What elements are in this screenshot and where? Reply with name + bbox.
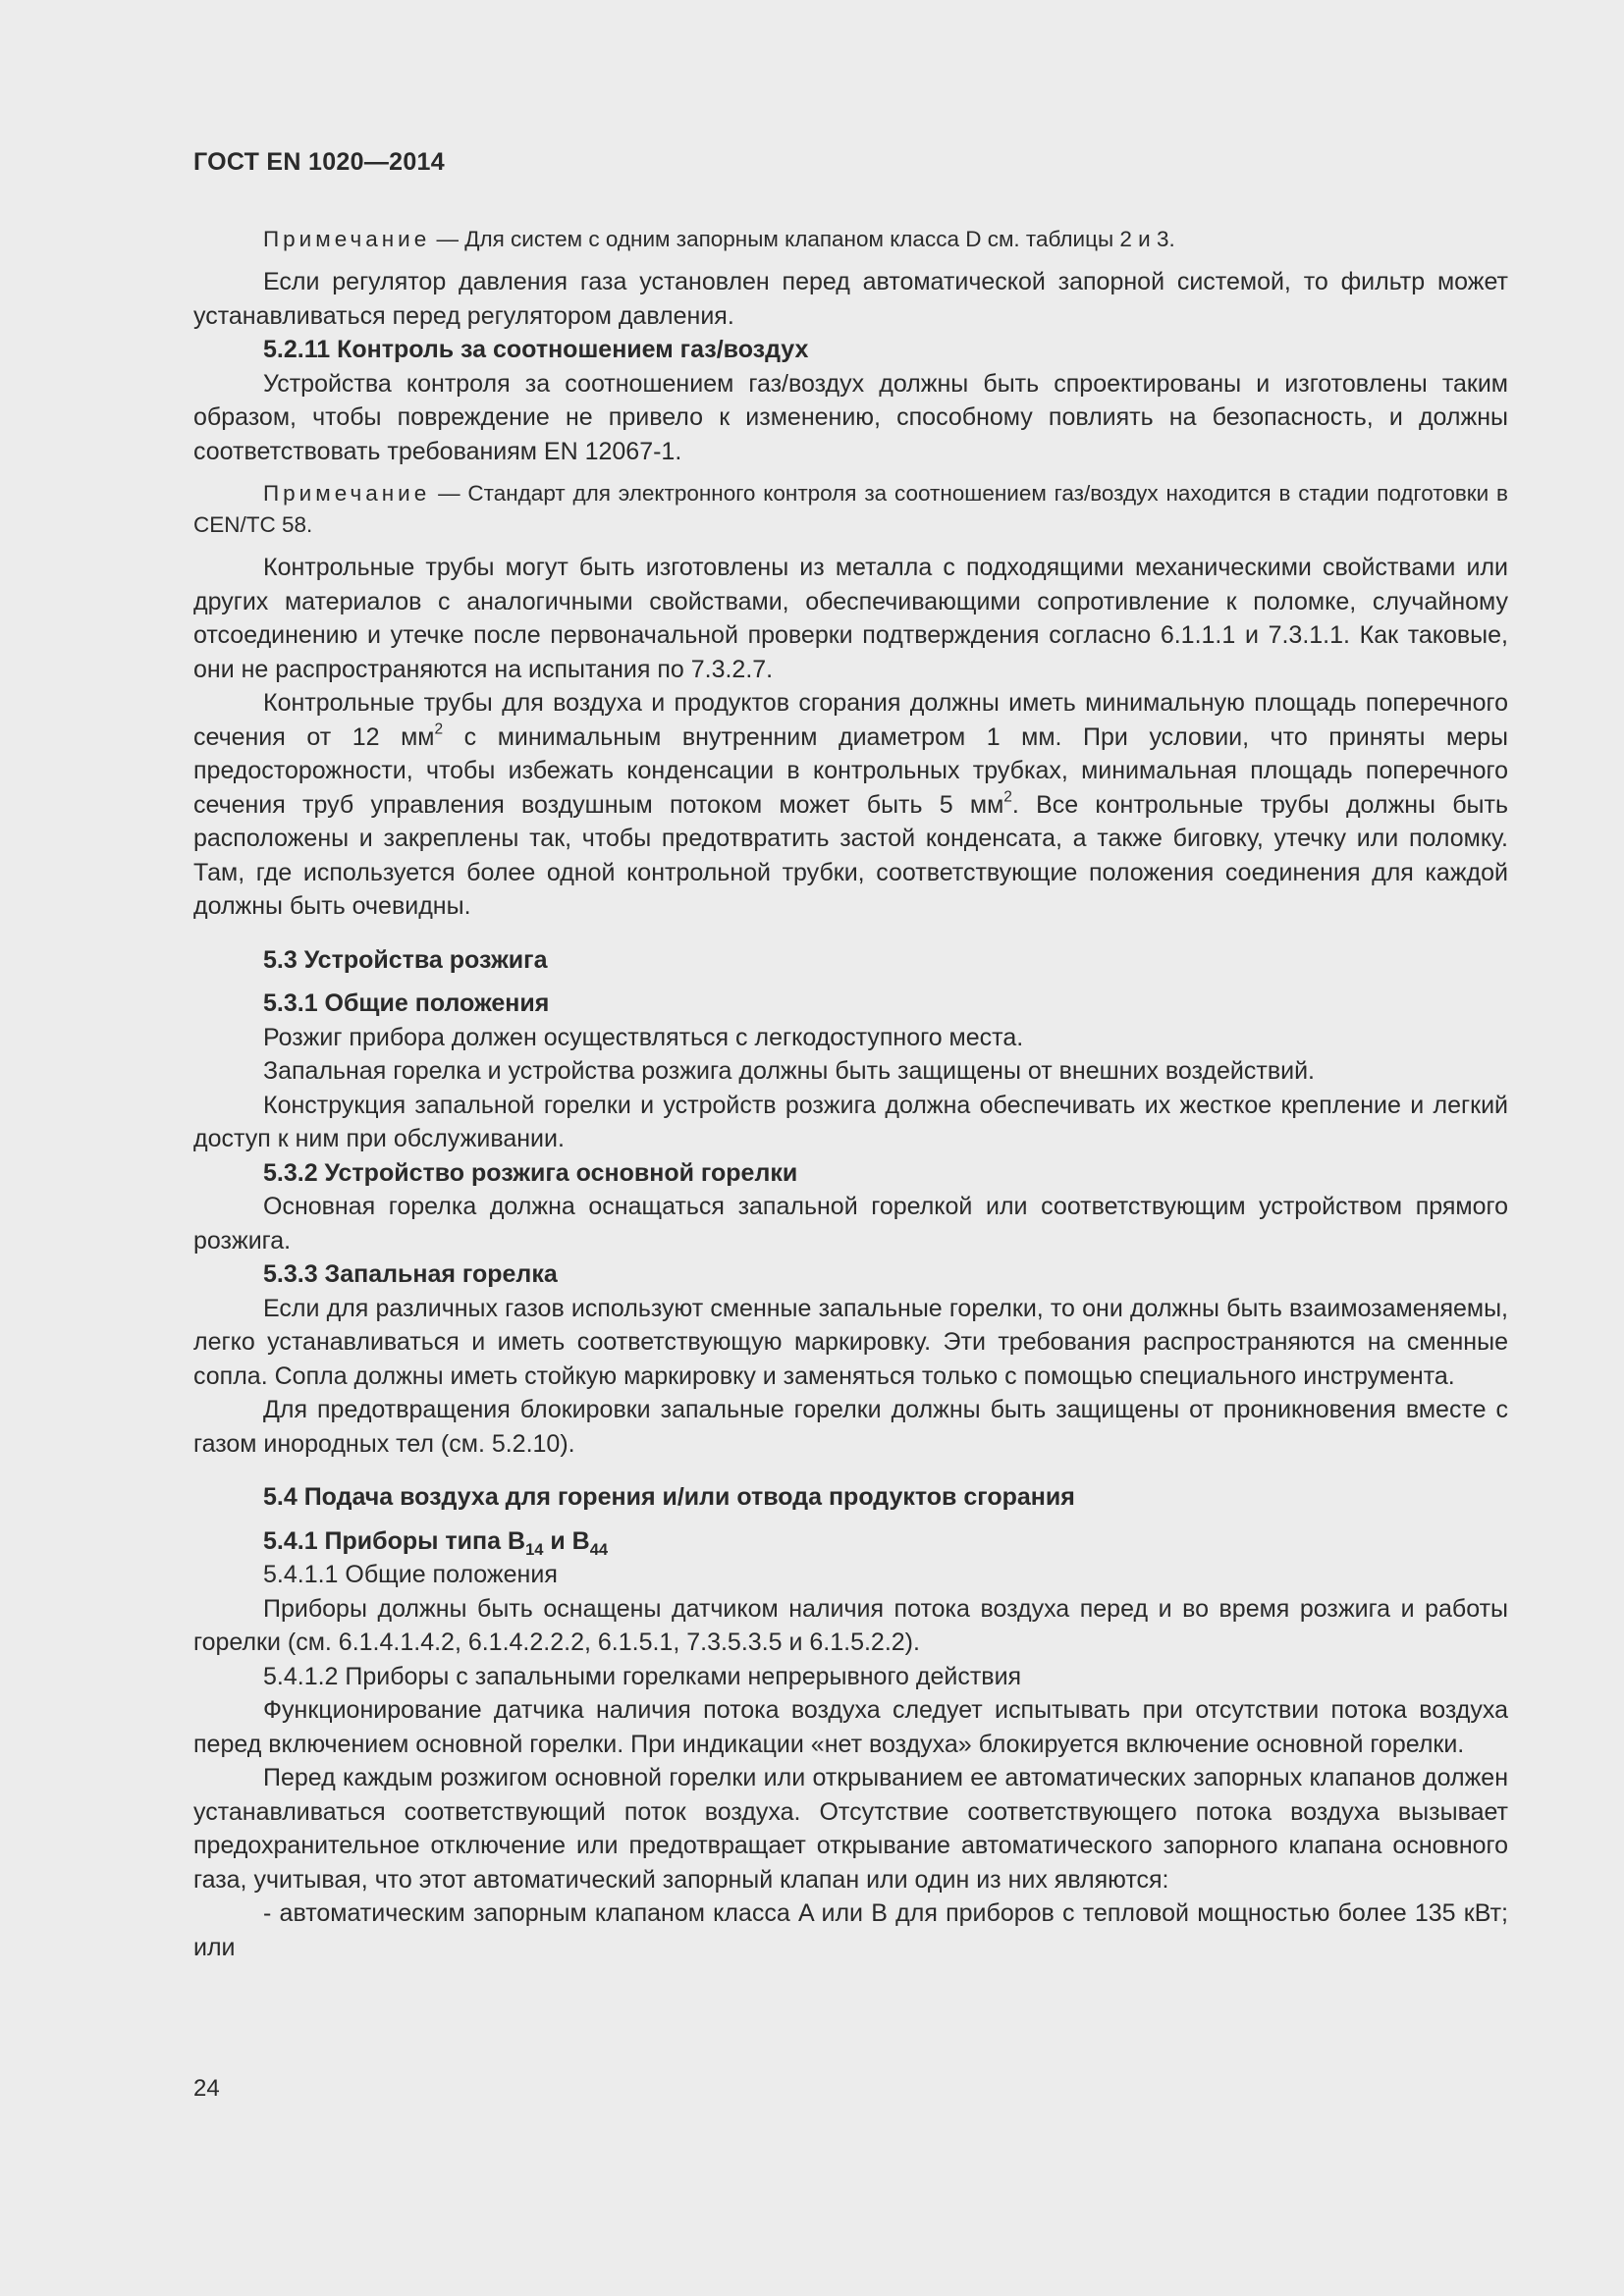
subsection-heading-5-4-1-2: 5.4.1.2 Приборы с запальными горелками непрерывного действия — [263, 1662, 1022, 1690]
section-heading-5-2-11: 5.2.11 Контроль за соотношением газ/воздух — [263, 336, 809, 363]
paragraph: Контрольные трубы могут быть изготовлены из металла с подходящими механическими свойствами или других материалов с аналогичными свойствами, обеспечивающими сопротивление к поломке, случайному отсоединению и утечке после первоначальной проверки подтверждения согласно 6.1.1.1 и 7.3.1.1. Как таковые, они не распространяются на испытания по 7.3.2.7. — [193, 554, 1508, 683]
paragraph: Если регулятор давления газа установлен перед автоматической запорной системой, то фильтр может устанавливаться перед регулятором давления. — [193, 268, 1508, 330]
note-text: — Для систем с одним запорным клапаном класса D см. таблицы 2 и 3. — [430, 227, 1175, 251]
note-label: Примечание — [263, 481, 431, 506]
paragraph: Функционирование датчика наличия потока воздуха следует испытывать при отсутствии потока воздуха перед включением основной горелки. При индикации «нет воздуха» блокируется включение основной горелки. — [193, 1696, 1508, 1758]
section-heading-5-3-3: 5.3.3 Запальная горелка — [263, 1260, 558, 1288]
superscript: 2 — [434, 720, 444, 737]
document-body — [193, 224, 1508, 1964]
section-heading-5-4: 5.4 Подача воздуха для горения и/или отвода продуктов сгорания — [263, 1483, 1075, 1511]
paragraph: Основная горелка должна оснащаться запальной горелкой или соответствующим устройством прямого розжига. — [193, 1193, 1508, 1255]
paragraph: Запальная горелка и устройства розжига должны быть защищены от внешних воздействий. — [263, 1057, 1315, 1085]
page-number: 24 — [193, 2075, 220, 2102]
paragraph: Устройства контроля за соотношением газ/воздух должны быть спроектированы и изготовлены таким образом, чтобы повреждение не привело к изменению, способному повлиять на безопасность, и должны соответствовать требованиям EN 12067-1. — [193, 369, 1508, 465]
section-heading-5-3-1: 5.3.1 Общие положения — [263, 989, 550, 1017]
document-header: ГОСТ EN 1020—2014 — [193, 148, 445, 176]
paragraph: Перед каждым розжигом основной горелки или открыванием ее автоматических запорных клапанов должен устанавливаться соответствующий поток воздуха. Отсутствие соответствующего потока воздуха вызывает предохранительное отключение или предотвращает открывание автоматического запорного клапана основного газа, учитывая, что этот автоматический запорный клапан или один из них являются: — [193, 1764, 1508, 1894]
note-paragraph — [193, 478, 1508, 541]
section-heading-5-3-2: 5.3.2 Устройство розжига основной горелки — [263, 1158, 798, 1187]
section-heading-5-4-1: 5.4.1 Приборы типа $B_{14}$ и $B_{44}$ — [263, 1526, 609, 1559]
subsection-heading-5-4-1-1: 5.4.1.1 Общие положения — [263, 1561, 558, 1588]
superscript: 2 — [1003, 787, 1012, 805]
paragraph: Конструкция запальной горелки и устройств розжига должна обеспечивать их жесткое крепление и легкий доступ к ним при обслуживании. — [193, 1091, 1508, 1152]
note-text: — Стандарт для электронного контроля за соотношением газ/воздух находится в стадии подготовки в CEN/TC 58. — [193, 481, 1508, 537]
list-item: - автоматическим запорным клапаном класса A или B для приборов с тепловой мощностью более 135 кВт; или — [193, 1899, 1508, 1961]
paragraph: Розжиг прибора должен осуществляться с легкодоступного места. — [263, 1023, 1024, 1051]
section-heading-5-3: 5.3 Устройства розжига — [263, 945, 548, 974]
paragraph: Приборы должны быть оснащены датчиком наличия потока воздуха перед и во время розжига и работы горелки (см. 6.1.4.1.4.2, 6.1.4.2.2.2, 6.1.5.1, 7.3.5.3.5 и 6.1.5.2.2). — [193, 1594, 1508, 1656]
subscript: 44 — [589, 1540, 609, 1559]
note-label: Примечание — [263, 227, 431, 251]
paragraph: Если для различных газов используют сменные запальные горелки, то они должны быть взаимозаменяемы, легко устанавливаться и иметь соответствующую маркировку. Эти требования распространяются на сменные сопла. Сопла должны иметь стойкую маркировку и заменяться только с помощью специального инструмента. — [193, 1294, 1508, 1390]
paragraph: Контрольные трубы для воздуха и продуктов сгорания должны иметь минимальную площадь поперечного сечения от 12 $мм^2$ с минимальным внутренним диаметром 1 мм. При условии, что приняты меры предосторожности, чтобы избежать конденсации в контрольных трубках, минимальная площадь поперечного сечения труб управления воздушным потоком может быть 5 $мм^2$. Все контрольные трубы должны быть расположены и закреплены так, чтобы предотвратить застой конденсата, а также биговку, утечку или поломку. Там, где используется более одной контрольной трубки, соответствующие положения соединения для каждой должны быть очевидны. — [193, 689, 1508, 920]
paragraph: Для предотвращения блокировки запальные горелки должны быть защищены от проникновения вместе с газом инородных тел (см. 5.2.10). — [193, 1396, 1508, 1458]
subscript: 14 — [525, 1540, 544, 1559]
note-paragraph — [193, 224, 1508, 255]
